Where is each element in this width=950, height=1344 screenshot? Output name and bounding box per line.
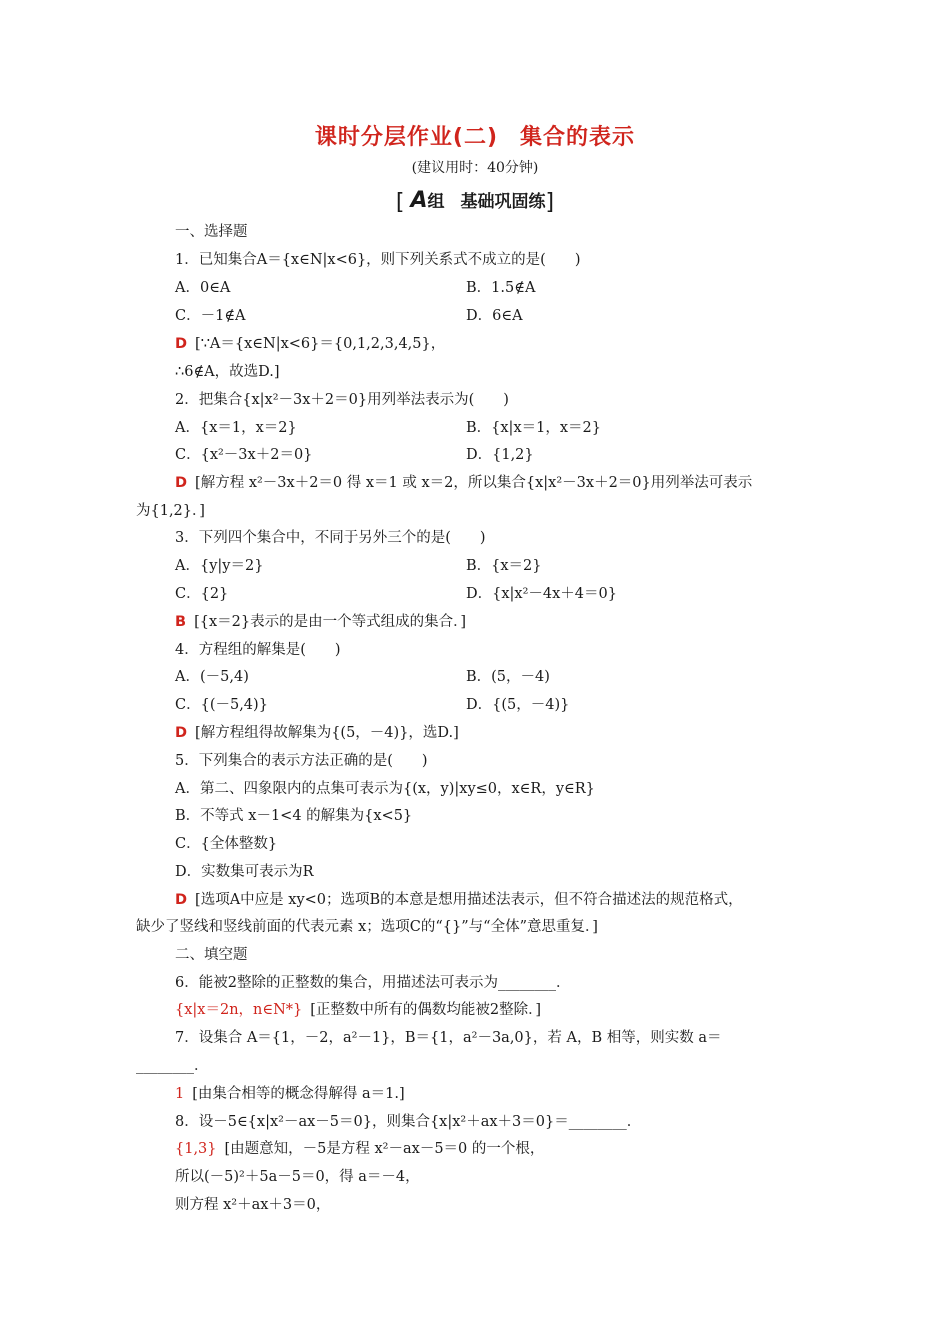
- suggested-time: (建议用时：40分钟): [411, 160, 539, 176]
- answer-1-cont: ∴6∉A，故选D.]: [175, 364, 280, 380]
- answer-text: [解方程 x²－3x＋2＝0 得 x＝1 或 x＝2，所以集合{x|x²－3x＋2＝0}用列举法可表示: [195, 475, 753, 491]
- question-6: 6．能被2整除的正整数的集合，用描述法可表示为________．: [175, 975, 571, 991]
- q3-option-d: D．{x|x²－4x＋4＝0}: [466, 586, 617, 602]
- answer-2-cont: 为{1,2}．]: [136, 503, 205, 519]
- answer-8: [175, 1139, 544, 1159]
- answer-key: 1: [175, 1086, 185, 1102]
- q5-option-b: B．不等式 x－1<4 的解集为{x<5}: [175, 808, 413, 824]
- section-heading: 一、选择题: [175, 224, 248, 240]
- answer-key: D: [175, 475, 188, 491]
- answer-text: [{x＝2}表示的是由一个等式组成的集合．]: [194, 614, 466, 630]
- answer-2: [175, 473, 752, 493]
- q3-option-c: C．{2}: [175, 586, 229, 602]
- q5-option-d: D．实数集可表示为R: [175, 864, 314, 880]
- q1-option-a: A．0∈A: [175, 280, 231, 296]
- answer-5: [175, 890, 743, 910]
- question-3: 3．下列四个集合中，不同于另外三个的是( ): [175, 530, 486, 546]
- section-heading: 二、填空题: [175, 947, 248, 963]
- answer-text: [正整数中所有的偶数均能被2整除．]: [310, 1002, 542, 1018]
- answer-8-cont2: 则方程 x²＋ax＋3＝0，: [175, 1197, 331, 1213]
- group-open-bracket: [: [395, 190, 405, 215]
- answer-4: [175, 723, 459, 743]
- question-2: 2．把集合{x|x²－3x＋2＝0}用列举法表示为( ): [175, 392, 509, 408]
- answer-key: D: [175, 336, 188, 352]
- title-right: 集合的表示: [520, 125, 636, 150]
- group-word: 组: [427, 192, 445, 212]
- answer-key: {1,3}: [175, 1141, 217, 1157]
- answer-7: [175, 1084, 405, 1104]
- q4-option-c: C．{(－5,4)}: [175, 697, 268, 713]
- q3-option-a: A．{y|y＝2}: [175, 558, 264, 574]
- q2-option-b: B．{x|x＝1，x＝2}: [466, 420, 601, 436]
- q5-option-c: C．{全体整数}: [175, 836, 278, 852]
- question-7-cont: ________．: [136, 1058, 209, 1074]
- q1-option-b: B．1.5∉A: [466, 280, 536, 296]
- group-letter: A: [410, 188, 428, 213]
- question-1: 1．已知集合A＝{x∈N|x<6}，则下列关系式不成立的是( ): [175, 252, 581, 268]
- question-4: 4．方程组的解集是( ): [175, 642, 341, 658]
- answer-text: [由集合相等的概念得解得 a＝1.]: [192, 1086, 405, 1102]
- answer-text: [选项A中应是 xy<0；选项B的本意是想用描述法表示，但不符合描述法的规范格式，: [195, 892, 743, 908]
- answer-key: D: [175, 725, 188, 741]
- q1-option-c: C．－1∉A: [175, 308, 246, 324]
- question-8: 8．设－5∈{x|x²－ax－5＝0}，则集合{x|x²＋ax＋3＝0}＝________．: [175, 1114, 642, 1130]
- q2-option-a: A．{x＝1，x＝2}: [175, 420, 297, 436]
- group-heading: [0, 187, 950, 215]
- group-close-bracket: ]: [545, 190, 555, 215]
- answer-5-cont: 缺少了竖线和竖线前面的代表元素 x；选项C的“{}”与“全体”意思重复．]: [136, 919, 598, 935]
- answer-6: [175, 1000, 541, 1020]
- title-left: 课时分层作业(二): [314, 125, 499, 150]
- answer-key: B: [175, 614, 187, 630]
- q2-option-d: D．{1,2}: [466, 447, 534, 463]
- q4-option-b: B．(5，－4): [466, 669, 550, 685]
- answer-text: [∵A＝{x∈N|x<6}＝{0,1,2,3,4,5}，: [195, 336, 446, 352]
- answer-1: [175, 334, 445, 354]
- q4-option-d: D．{(5，－4)}: [466, 697, 570, 713]
- answer-text: [解方程组得故解集为{(5，－4)}，选D.]: [195, 725, 459, 741]
- answer-key: {x|x＝2n，n∈N*}: [175, 1002, 303, 1018]
- q5-option-a: A．第二、四象限内的点集可表示为{(x，y)|xy≤0，x∈R，y∈R}: [175, 781, 595, 797]
- page-title: [0, 120, 950, 151]
- q2-option-c: C．{x²－3x＋2＝0}: [175, 447, 313, 463]
- answer-3: [175, 612, 466, 632]
- answer-key: D: [175, 892, 188, 908]
- group-name: 基础巩固练: [460, 192, 546, 212]
- q4-option-a: A．(－5,4): [175, 669, 249, 685]
- question-5: 5．下列集合的表示方法正确的是( ): [175, 753, 428, 769]
- question-7: 7．设集合 A＝{1，－2，a²－1}，B＝{1，a²－3a,0}，若 A，B 相等，则实数 a＝: [175, 1030, 722, 1046]
- answer-text: [由题意知，－5是方程 x²－ax－5＝0 的一个根，: [224, 1141, 545, 1157]
- q1-option-d: D．6∈A: [466, 308, 523, 324]
- answer-8-cont: 所以(－5)²＋5a－5＝0，得 a＝－4，: [175, 1169, 420, 1185]
- q3-option-b: B．{x＝2}: [466, 558, 542, 574]
